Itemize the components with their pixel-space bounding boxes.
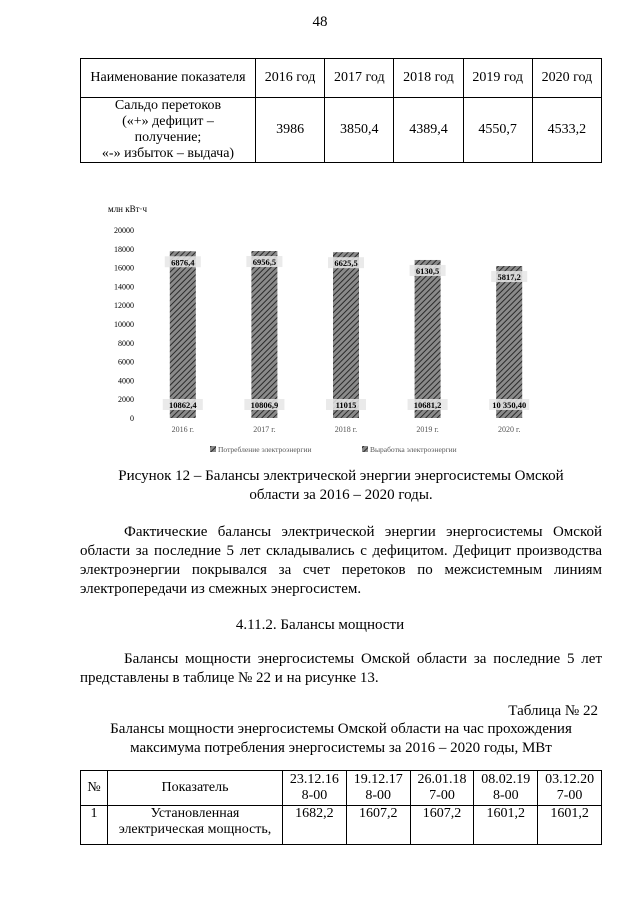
x-tick-label: 2017 г. (253, 425, 276, 434)
data-label-consumption: 5817,2 (497, 272, 521, 283)
y-tick-label: 10000 (114, 320, 134, 329)
table-title: Балансы мощности энергосистемы Омской области на час прохождения максимума потребления энергосистемы за 2016 – 2020 годы, МВт (110, 721, 572, 756)
table-number: Таблица № 22 (508, 703, 598, 719)
chart-svg (100, 200, 560, 460)
row-number: 1 (81, 806, 108, 845)
row-label: Сальдо перетоков («+» дефицит – получение; «-» избыток – выдача) (81, 98, 256, 163)
bar-5 (496, 266, 522, 418)
y-tick-label: 8000 (118, 338, 134, 348)
table-cell: 4533,2 (532, 98, 601, 163)
legend-item-consumption: Потребление электроэнергии (218, 445, 312, 454)
col-header-2017: 2017 год (325, 59, 394, 98)
y-axis-label: млн кВт·ч (108, 204, 148, 214)
bar-4 (415, 260, 441, 418)
figure-caption: Рисунок 12 – Балансы электрической энергии энергосистемы Омской области за 2016 – 2020 годы. (118, 468, 564, 503)
transfer-balance-table (80, 58, 602, 163)
y-tick-label: 6000 (118, 357, 134, 367)
table-cell: 1601,2 (474, 806, 538, 845)
table-cell: 3850,4 (325, 98, 394, 163)
col-header-2020: 2020 год (532, 59, 601, 98)
table-row (81, 806, 602, 845)
paragraph-power-balance: Балансы мощности энергосистемы Омской области за последние 5 лет представлены в таблице № 22 и на рисунке 13. (80, 651, 602, 686)
legend-swatch (210, 446, 216, 452)
col-header-date: 03.12.20 7-00 (538, 771, 602, 806)
col-header-date: 19.12.17 8-00 (346, 771, 410, 806)
page-number: 48 (312, 14, 328, 30)
x-tick-label: 2020 г. (498, 425, 521, 434)
bar-1 (170, 251, 196, 418)
y-tick-label: 2000 (118, 395, 134, 405)
paragraph-deficit: Фактические балансы электрической энергии энергосистемы Омской области за последние 5 лет складывались с дефицитом. Дефицит производства электроэнергии покрывался за счет перетоков по межсистемным линиям электропередачи из смежных энергосистем. (80, 524, 602, 597)
col-header-indicator: Наименование показателя (81, 59, 256, 98)
table-cell: 1607,2 (346, 806, 410, 845)
y-tick-label: 12000 (114, 301, 134, 311)
x-tick-label: 2016 г. (171, 425, 194, 434)
y-tick-label: 4000 (118, 376, 134, 386)
data-label-production: 11015 (335, 400, 357, 410)
table-cell: 1601,2 (538, 806, 602, 845)
section-heading: 4.11.2. Балансы мощности (235, 617, 405, 633)
data-label-production: 10806,9 (250, 400, 279, 410)
y-tick-label: 14000 (114, 282, 134, 292)
table-cell: 4550,7 (463, 98, 532, 163)
y-tick-label: 18000 (114, 244, 134, 254)
x-tick-label: 2018 г. (334, 425, 358, 434)
row-label: Установленная электрическая мощность, (108, 806, 283, 845)
table-row (81, 98, 602, 163)
x-tick-label: 2019 г. (416, 425, 439, 434)
y-tick-label: 16000 (114, 263, 134, 273)
data-label-consumption: 6876,4 (171, 257, 195, 268)
data-label-production: 10 350,40 (492, 400, 527, 410)
col-header-date: 08.02.19 8-00 (474, 771, 538, 806)
table-cell: 4389,4 (394, 98, 463, 163)
col-header-date: 23.12.16 8-00 (283, 771, 347, 806)
table-cell: 1607,2 (410, 806, 474, 845)
col-header-name: Показатель (108, 771, 283, 806)
bar-2 (251, 251, 277, 418)
y-tick-label: 20000 (114, 226, 134, 235)
col-header-date: 26.01.18 7-00 (410, 771, 474, 806)
energy-balance-chart (100, 200, 560, 460)
bar-3 (333, 252, 359, 418)
legend-swatch (362, 446, 368, 452)
legend-item-production: Выработка электроэнергии (370, 445, 457, 454)
data-label-consumption: 6130,5 (415, 265, 440, 276)
col-header-2016: 2016 год (256, 59, 325, 98)
data-label-consumption: 6956,5 (252, 257, 277, 268)
data-label-production: 10681,2 (413, 400, 442, 410)
table-cell: 3986 (256, 98, 325, 163)
data-label-production: 10862,4 (168, 400, 197, 410)
col-header-num: № (81, 771, 108, 806)
power-balance-table (80, 770, 602, 845)
col-header-2018: 2018 год (394, 59, 463, 98)
col-header-2019: 2019 год (463, 59, 532, 98)
y-tick-label: 0 (130, 414, 134, 423)
table-cell: 1682,2 (283, 806, 347, 845)
data-label-consumption: 6625,5 (334, 258, 358, 269)
